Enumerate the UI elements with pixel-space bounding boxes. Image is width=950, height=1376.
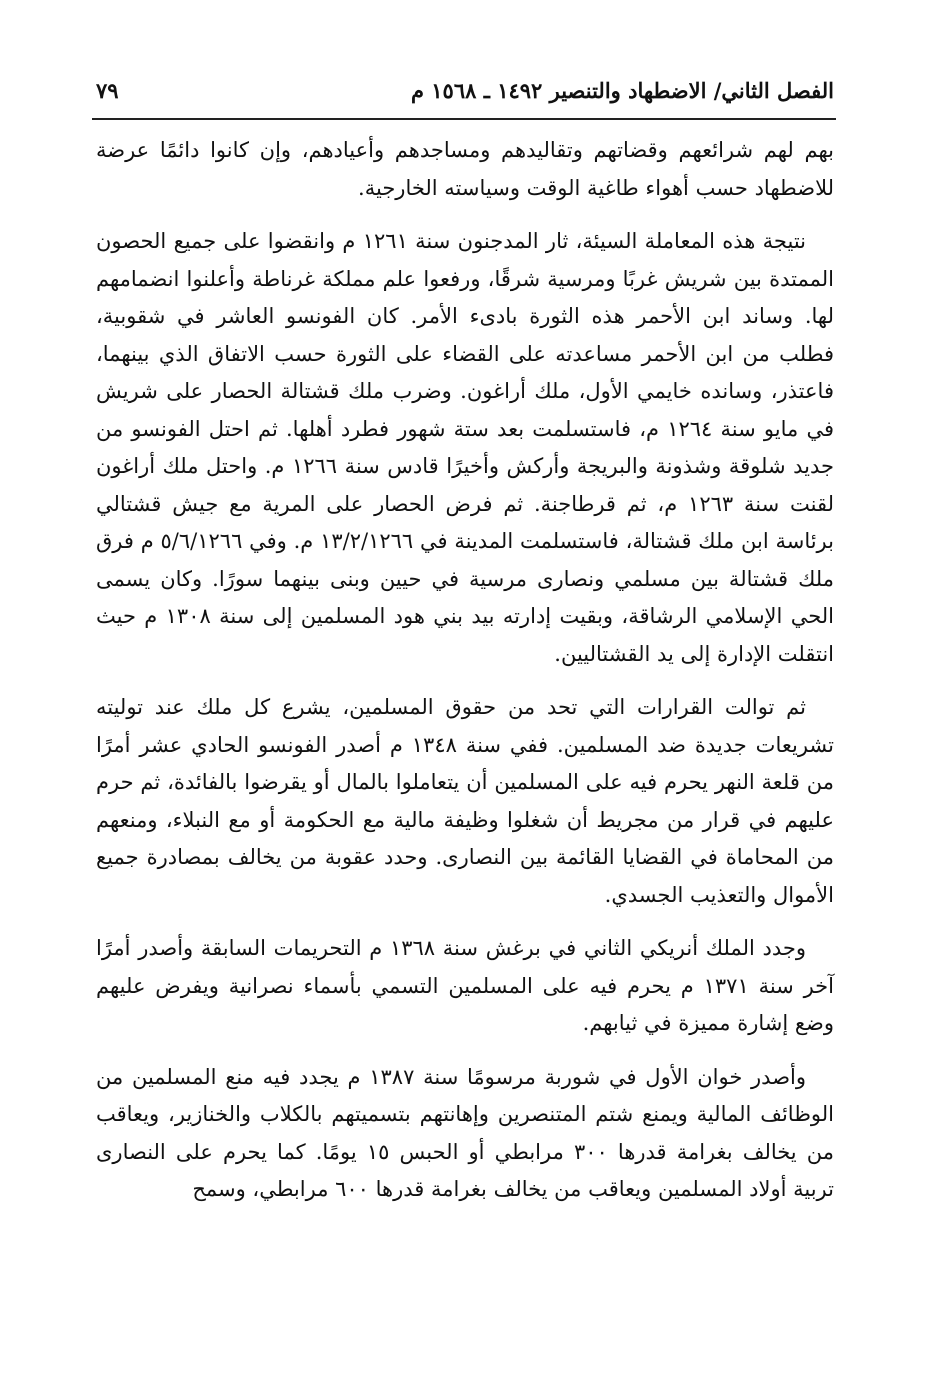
- paragraph-enrique-ii: وجدد الملك أنريكي الثاني في برغش سنة ١٣٦٨ م التحريمات السابقة وأصدر أمرًا آخر سنة ١٣٧١ م يحرم فيه على المسلمين التسمي بأسماء نصرانية ويفرض عليهم وضع إشارة مميزة في ثيابهم.: [96, 936, 834, 1035]
- page-number: ٧٩: [96, 78, 119, 103]
- paragraph-juan-i: وأصدر خوان الأول في شوربة مرسومًا سنة ١٣٨٧ م يجدد فيه منع المسلمين من الوظائف المالية ويمنع شتم المتنصرين وإهانتهم بتسميتهم بالكلاب والخنازير، ويعاقب من يخالف بغرامة قدرها ٣٠٠ مرابطي أو الحبس ١٥ يومًا. كما يحرم على النصارى تربية أولاد المسلمين ويعاقب من يخالف بغرامة قدرها ٦٠٠ مرابطي، وسمح: [96, 1064, 834, 1201]
- running-title: الفصل الثاني/ الاضطهاد والتنصير ١٤٩٢ ـ ١٥٦٨ م: [410, 78, 834, 103]
- paragraph-continuation: بهم لهم شرائعهم وقضاتهم وتقاليدهم ومساجدهم وأعيادهم، وإن كانوا دائمًا عرضة للاضطهاد حسب أهواء طاغية الوقت وسياسته الخارجية.: [96, 138, 834, 200]
- page-header: [96, 78, 834, 114]
- body-text: [96, 132, 834, 1225]
- paragraph-restrictive-decrees: ثم توالت القرارات التي تحد من حقوق المسلمين، يشرع كل ملك عند توليته تشريعات جديدة ضد المسلمين. ففي سنة ١٣٤٨ م أصدر الفونسو الحادي عشر أمرًا من قلعة النهر يحرم فيه على المسلمين أن يتعاملوا بالمال أو يقرضوا بالفائدة، ثم حرم عليهم في قرار من مجريط أن شغلوا وظيفة مالية مع الحكومة أو مع النبلاء، ومنعهم من المحاماة في القضايا القائمة بين النصارى. وحدد عقوبة من يخالف بمصادرة جميع الأموال والتعذيب الجسدي.: [96, 695, 834, 907]
- header-divider: [92, 118, 836, 120]
- paragraph-mudejar-revolt: نتيجة هذه المعاملة السيئة، ثار المدجنون سنة ١٢٦١ م وانقضوا على جميع الحصون الممتدة بين شريش غربًا ومرسية شرقًا، ورفعوا علم مملكة غرناطة وأعلنوا انضمامهم لها. وساند ابن الأحمر هذه الثورة بادىء الأمر. كان الفونسو العاشر في شقوبية، فطلب من ابن الأحمر مساعدته على القضاء على الثورة حسب الاتفاق الذي بينهما، فاعتذر، وسانده خايمي الأول، ملك أراغون. وضرب ملك قشتالة الحصار على شريش في مايو سنة ١٢٦٤ م، فاستسلمت بعد ستة شهور فطرد أهلها. ثم احتل الفونسو من جديد شلوقة وشذونة والبريجة وأركش وأخيرًا قادس سنة ١٢٦٦ م. واحتل ملك أراغون لقنت سنة ١٢٦٣ م، ثم قرطاجنة. ثم فرض الحصار على المرية مع جيش قشتالي برئاسة ابن ملك قشتالة، فاستسلمت المدينة في ١٣/٢/١٢٦٦ م. وفي ٥/٦/١٢٦٦ م فرق ملك قشتالة بين مسلمي ونصارى مرسية في حيين وبنى بينهما سورًا. وكان يسمى الحي الإسلامي الرشاقة، وبقيت إدارته بيد بني هود المسلمين إلى سنة ١٣٠٨ م حيث انتقلت الإدارة إلى يد القشتاليين.: [96, 229, 834, 666]
